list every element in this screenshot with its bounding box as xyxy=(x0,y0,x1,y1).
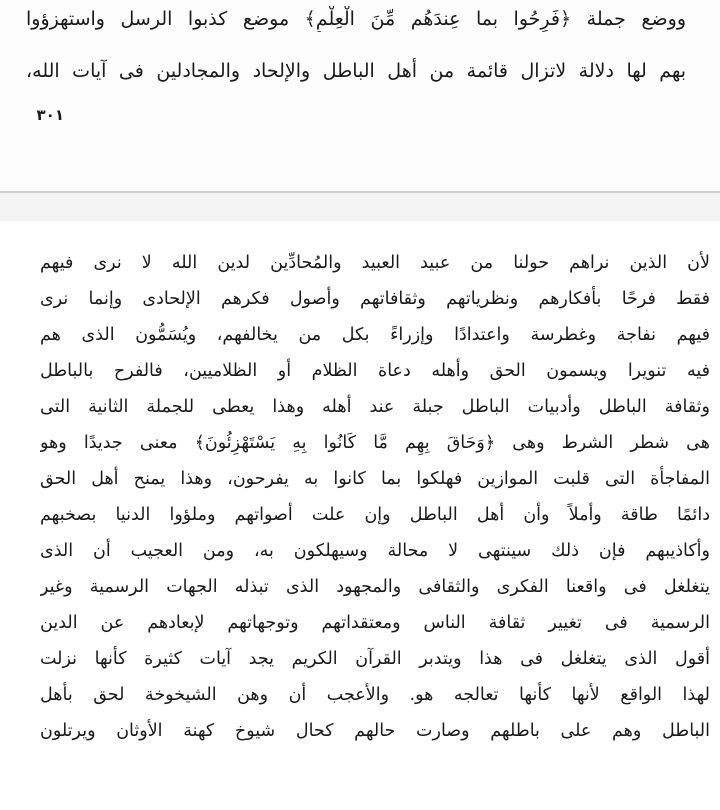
page-number: ٣٠١ xyxy=(36,106,64,124)
current-page xyxy=(0,221,720,810)
text-line: دائمًا طاقة وأملاً وأن أهل الباطل وإن علت أصواتهم وملؤوا الدنيا بصخبهم xyxy=(40,505,710,525)
text-line: بهم لها دلالة لاتزال قائمة من أهل الباطل والإلحاد والمجادلين فى آيات الله، xyxy=(26,60,686,82)
text-line: يتغلغل فى واقعنا الفكرى والثقافى والمجهود الذى تبذله الجهات الرسمية وغير xyxy=(40,577,710,597)
text-line: فيهم نفاجة وغطرسة واعتدادًا وإزراءً بكل من يخالفهم، ويُسَمُّون الذى هم xyxy=(40,325,710,345)
text-line: لأن الذين نراهم حولنا من عبيد العبيد والمُحادِّين لدين الله لا نرى فيهم xyxy=(40,253,710,273)
text-line: هى شطر الشرط وهى ﴿وَحَاقَ بِهِم مَّا كَانُوا بِهِ يَسْتَهْزِئُونَ﴾ معنى جديدًا وهو xyxy=(40,433,710,453)
text-line: المفاجأة التى قلبت الموازين فهلكوا بما كانوا به يفرحون، وهذا يمنح أهل الحق xyxy=(40,469,710,489)
text-line: أقول الذى يتغلغل فى هذا ويتدبر القرآن الكريم يجد آيات كثيرة كأنها نزلت xyxy=(40,649,710,669)
text-line: وأكاذيبهم فإن ذلك سينتهى لا محالة وسيهلكون به، ومن العجيب أن الذى xyxy=(40,541,710,561)
text-line: الرسمية فى تغيير ثقافة الناس ومعتقداتهم وتوجهاتهم لإبعادهم عن الدين xyxy=(40,613,710,633)
previous-page-fragment xyxy=(0,0,720,190)
text-line: الباطل وهم على باطلهم وصارت حالهم كحال شيوخ كهنة الأوثان ويرتلون xyxy=(40,721,710,741)
text-line: فيه تنويرا ويسمون الحق وأهله دعاة الظلام أو الظلاميين، فالفرح بالباطل xyxy=(40,361,710,381)
page-gap xyxy=(0,193,720,221)
text-line: لهذا الواقع لأنها كأنها تعالجه هو. والأعجب أن وهن الشيخوخة لحق بأهل xyxy=(40,685,710,705)
text-line: فقط فرحًا بأفكارهم ونظرياتهم وثقافاتهم وأصول فكرهم الإلحادى وإنما نرى xyxy=(40,289,710,309)
text-line: وثقافة الباطل وأدبيات الباطل جبلة عند أهله وهذا يعطى للجملة الثانية التى xyxy=(40,397,710,417)
text-line: ووضع جملة ﴿فَرِحُوا بما عِندَهُم مِّنَ الْعِلْمِ﴾ موضع كذبوا الرسل واستهزؤوا xyxy=(26,8,686,30)
